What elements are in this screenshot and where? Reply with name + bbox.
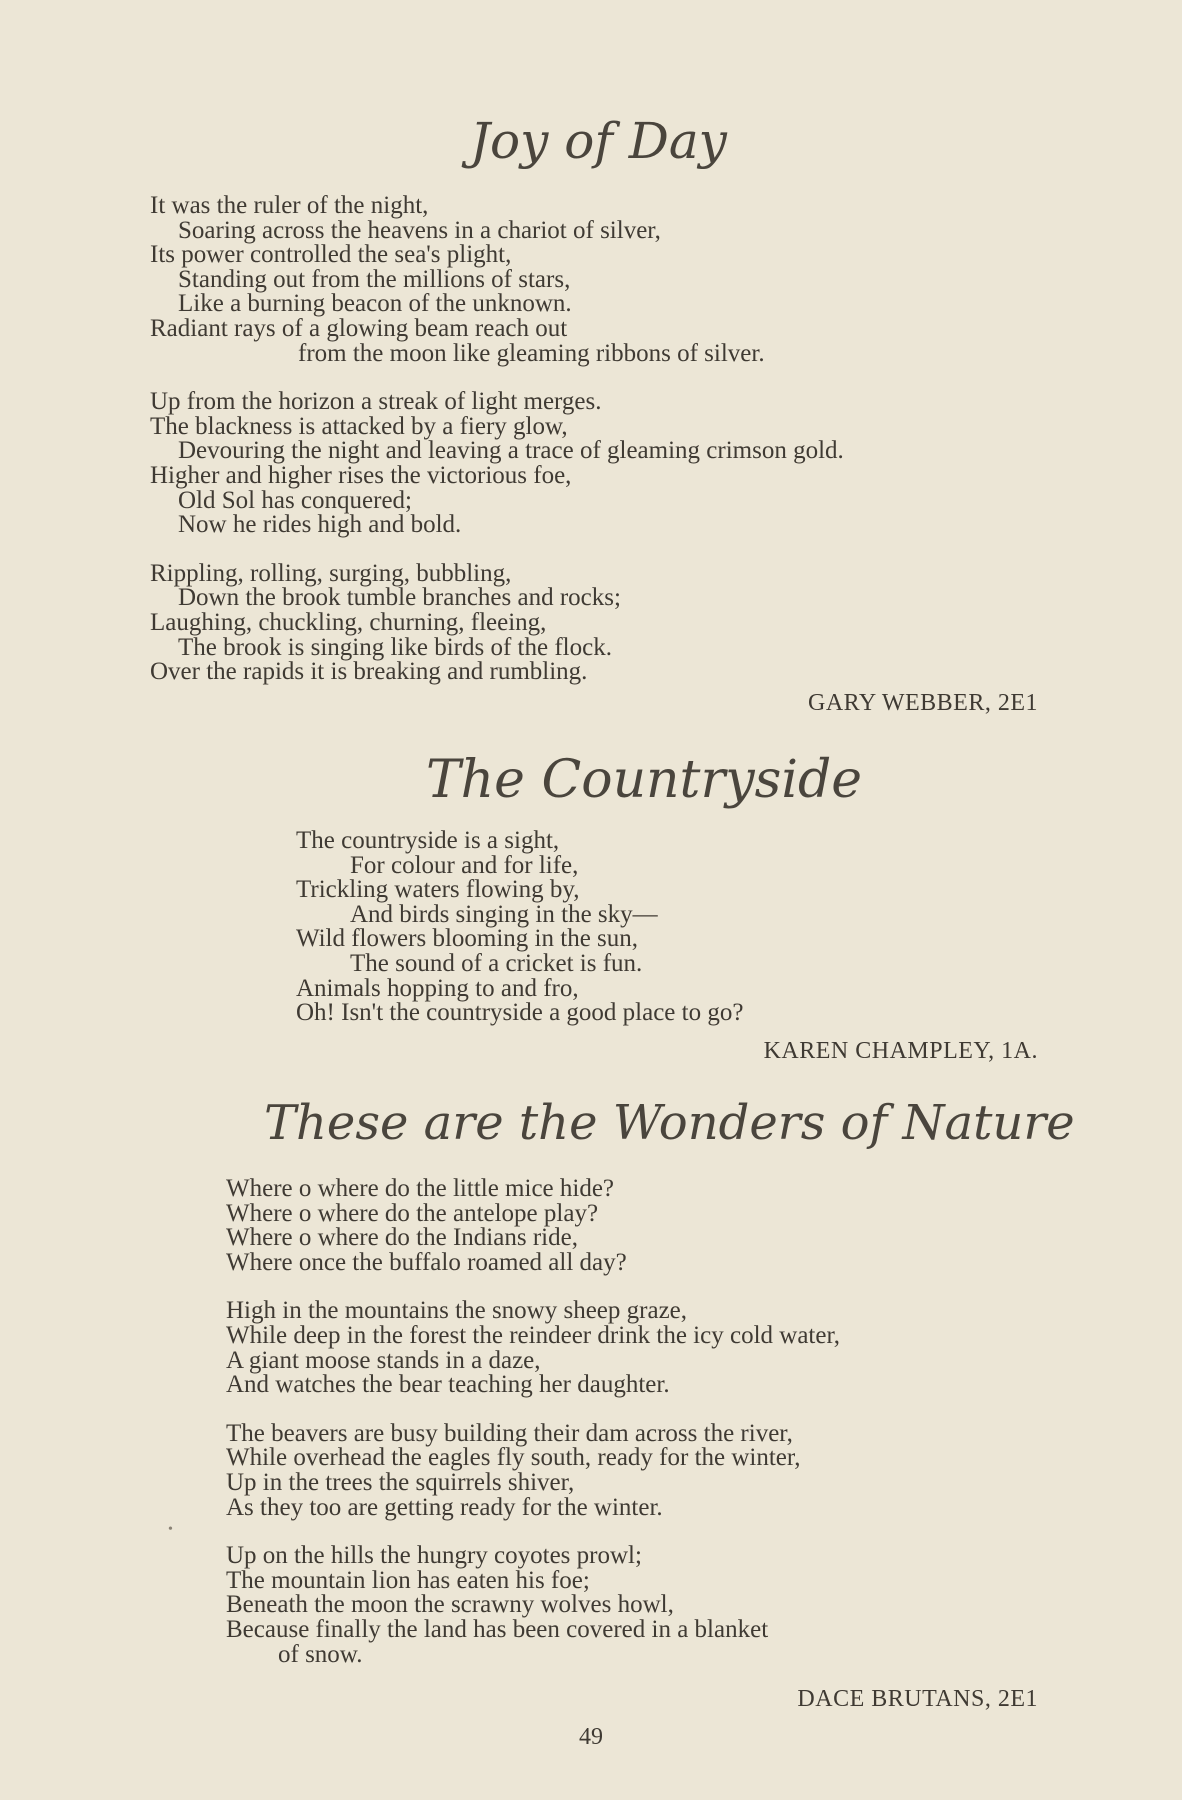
poem-line: A giant moose stands in a daze,	[226, 1346, 541, 1374]
poem-line: Animals hopping to and fro,	[296, 974, 579, 1002]
poem-line: Over the rapids it is breaking and rumbling.	[150, 658, 588, 686]
page-number: 49	[579, 1724, 603, 1750]
poem-line: Trickling waters flowing by,	[296, 876, 580, 904]
poem-line: Up on the hills the hungry coyotes prowl;	[226, 1542, 642, 1570]
poem-line: For colour and for life,	[350, 851, 579, 879]
poem-line: As they too are getting ready for the winter.	[226, 1493, 663, 1521]
poem-line: Higher and higher rises the victorious foe,	[150, 461, 572, 489]
poem-line: The blackness is attacked by a fiery glow,	[150, 412, 568, 440]
poem-line: Because finally the land has been covered in a blanket	[226, 1615, 769, 1643]
poem-title-the-countryside: The Countryside	[426, 750, 863, 810]
poem-line: The sound of a cricket is fun.	[350, 949, 643, 977]
poem-line: Its power controlled the sea's plight,	[150, 241, 512, 269]
poem-author-karen-champley: KAREN CHAMPLEY, 1A.	[763, 1038, 1038, 1064]
poem-line: Where o where do the antelope play?	[226, 1199, 599, 1227]
poem-line: Soaring across the heavens in a chariot of silver,	[178, 216, 661, 244]
poem-line: The brook is singing like birds of the flock.	[178, 633, 612, 661]
poem-line: Devouring the night and leaving a trace of gleaming crimson gold.	[178, 437, 844, 465]
poem-line: Up in the trees the squirrels shiver,	[226, 1468, 575, 1496]
poem-line: The countryside is a sight,	[296, 827, 560, 854]
printing-mark-icon: •	[168, 1522, 173, 1537]
poem-body-wonders-of-nature	[226, 1177, 840, 1667]
poem-line: Beneath the moon the scrawny wolves howl,	[226, 1591, 674, 1619]
poem-line: And watches the bear teaching her daughter.	[226, 1371, 670, 1399]
poem-line: Where o where do the little mice hide?	[226, 1175, 615, 1202]
poem-line: Up from the horizon a streak of light merges.	[150, 388, 602, 416]
poem-title-wonders-of-nature: These are the Wonders of Nature	[264, 1095, 1075, 1151]
poem-author-dace-brutans: DACE BRUTANS, 2E1	[797, 1686, 1038, 1712]
poem-line: And birds singing in the sky—	[350, 900, 658, 928]
poem-line: It was the ruler of the night,	[150, 192, 429, 219]
poem-line: The beavers are busy building their dam across the river,	[226, 1419, 793, 1447]
poem-line: While deep in the forest the reindeer drink the icy cold water,	[226, 1321, 841, 1349]
poem-line: Where o where do the Indians ride,	[226, 1224, 578, 1252]
poem-line: The mountain lion has eaten his foe;	[226, 1566, 590, 1594]
poem-line: Rippling, rolling, surging, bubbling,	[150, 559, 512, 587]
poem-line: Like a burning beacon of the unknown.	[178, 290, 572, 318]
poem-line: High in the mountains the snowy sheep graze,	[226, 1297, 688, 1325]
poem-line: from the moon like gleaming ribbons of silver.	[298, 339, 765, 367]
poem-line: Radiant rays of a glowing beam reach out	[150, 314, 568, 342]
poem-line: Wild flowers blooming in the sun,	[296, 925, 639, 953]
poem-line: While overhead the eagles fly south, ready for the winter,	[226, 1444, 801, 1472]
poem-line: of snow.	[278, 1640, 363, 1668]
poem-body-the-countryside	[296, 829, 743, 1026]
poem-line: Oh! Isn't the countryside a good place to go?	[296, 999, 744, 1027]
poem-line: Down the brook tumble branches and rocks;	[178, 584, 621, 612]
poem-line: Laughing, chuckling, churning, fleeing,	[150, 608, 547, 636]
poem-line: Old Sol has conquered;	[178, 486, 412, 514]
poem-line: Now he rides high and bold.	[178, 511, 462, 539]
poem-author-gary-webber: GARY WEBBER, 2E1	[807, 690, 1038, 716]
poem-line: Where once the buffalo roamed all day?	[226, 1248, 627, 1276]
poem-line: Standing out from the millions of stars,	[178, 265, 571, 293]
poem-title-joy-of-day: Joy of Day	[470, 112, 727, 170]
poem-body-joy-of-day	[150, 194, 844, 685]
